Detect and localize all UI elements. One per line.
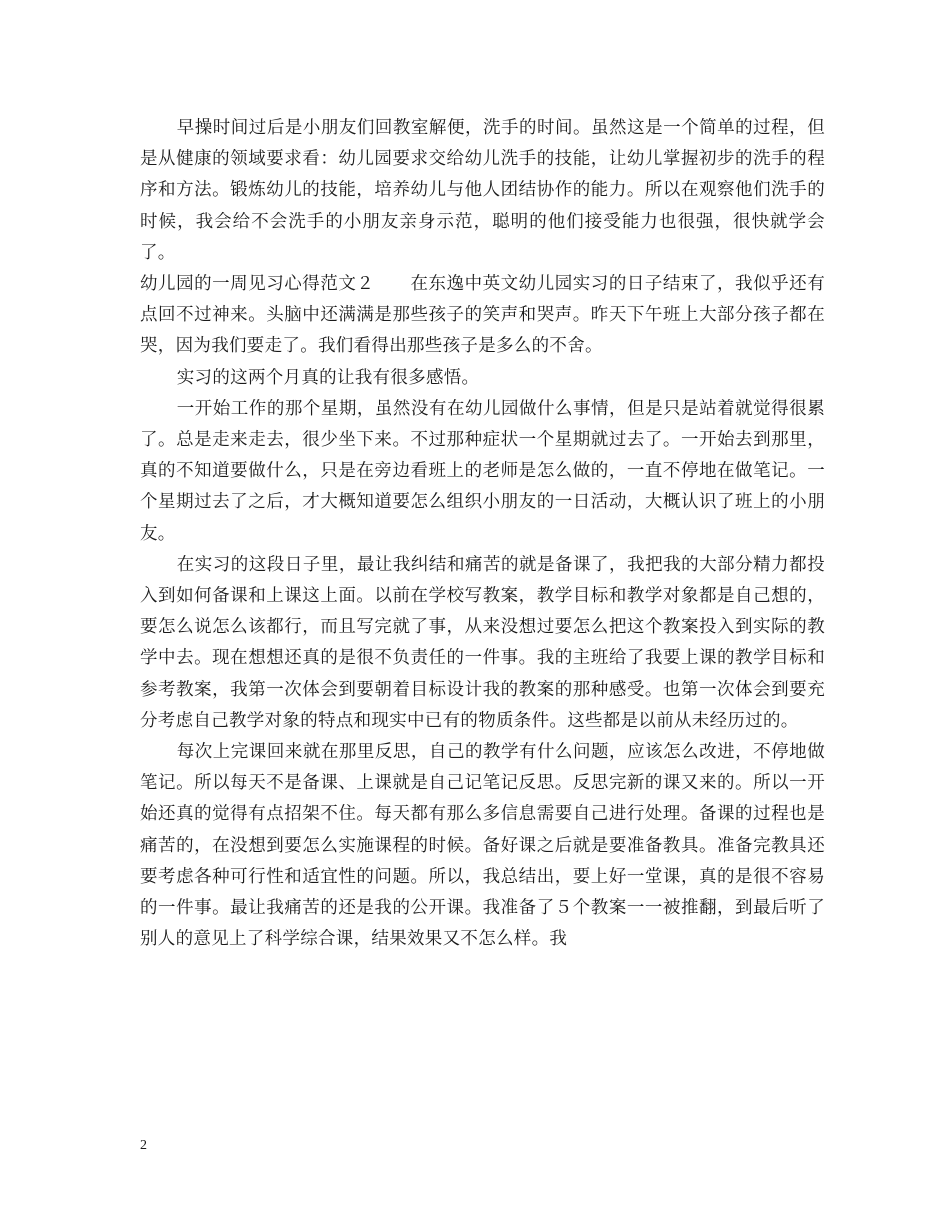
paragraph-essay-title-intro: 幼儿园的一周见习心得范文２ 在东逸中英文幼儿园实习的日子结束了，我似乎还有点回不过神来。头脑中还满满是那些孩子的笑声和哭声。昨天下午班上大部分孩子都在哭，因为我们要走了。我们看得出那些孩子是多么的不舍。	[140, 274, 825, 357]
page-number: 2	[140, 1138, 147, 1153]
paragraph-reflection: 每次上完课回来就在那里反思，自己的教学有什么问题，应该怎么改进，不停地做笔记。所以每天不是备课、上课就是自己记笔记反思。反思完新的课又来的。所以一开始还真的觉得有点招架不住。每天都有那么多信息需要自己进行处理。备课的过程也是痛苦的，在没想到要怎么实施课程的时候。备好课之后就是要准备教具。准备完教具还要考虑各种可行性和适宜性的问题。所以，我总结出，要上好一堂课，真的是很不容易的一件事。最让我痛苦的还是我的公开课。我准备了５个教案一一被推翻，到最后听了别人的意见上了科学综合课，结果效果又不怎么样。我	[140, 742, 825, 950]
paragraph-two-months: 实习的这两个月真的让我有很多感悟。	[176, 367, 480, 388]
document-page	[140, 113, 825, 955]
paragraph-first-week: 一开始工作的那个星期，虽然没有在幼儿园做什么事情，但是只是站着就觉得很累了。总是走来走去，很少坐下来。不过那种症状一个星期就过去了。一开始去到那里，真的不知道要做什么，只是在旁边看班上的老师是怎么做的，一直不停地在做笔记。一个星期过去了之后，才大概知道要怎么组织小朋友的一日活动，大概认识了班上的小朋友。	[140, 398, 825, 544]
paragraph-washing-hands: 早操时间过后是小朋友们回教室解便，洗手的时间。虽然这是一个简单的过程，但是从健康的领域要求看：幼儿园要求交给幼儿洗手的技能，让幼儿掌握初步的洗手的程序和方法。锻炼幼儿的技能，培养幼儿与他人团结协作的能力。所以在观察他们洗手的时候，我会给不会洗手的小朋友亲身示范，聪明的他们接受能力也很强，很快就学会了。	[140, 118, 825, 263]
paragraph-lesson-preparation: 在实习的这段日子里，最让我纠结和痛苦的就是备课了，我把我的大部分精力都投入到如何备课和上课这上面。以前在学校写教案，教学目标和教学对象都是自己想的，要怎么说怎么该都行，而且写完就了事，从来没想过要怎么把这个教案投入到实际的教学中去。现在想想还真的是很不负责任的一件事。我的主班给了我要上课的教学目标和参考教案，我第一次体会到要朝着目标设计我的教案的那种感受。也第一次体会到要充分考虑自己教学对象的特点和现实中已有的物质条件。这些都是以前从未经历过的。	[140, 554, 825, 731]
